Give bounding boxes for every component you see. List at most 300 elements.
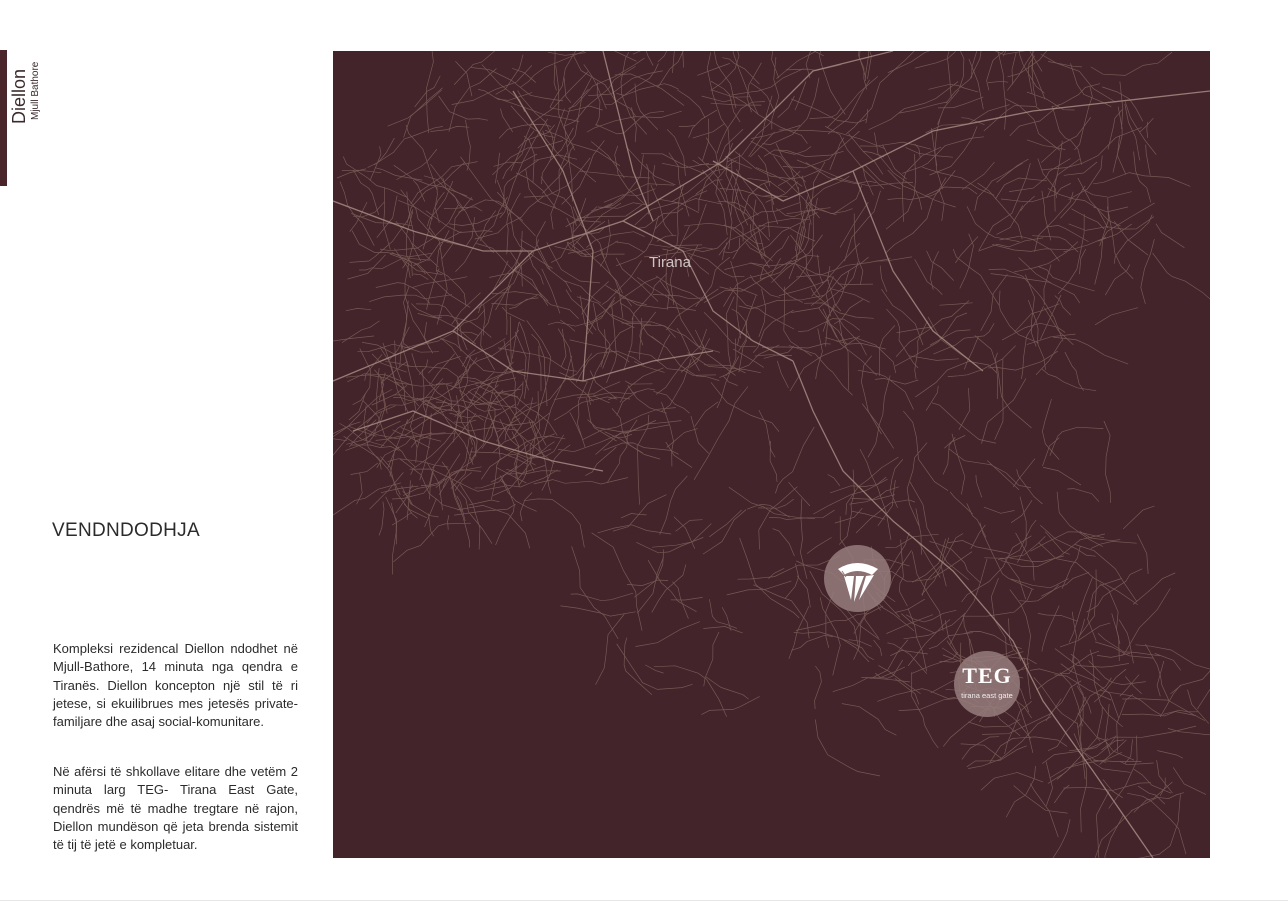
street-segment	[1042, 369, 1096, 391]
street-segment	[1134, 152, 1151, 203]
street-segment	[430, 228, 448, 325]
street-segment	[521, 240, 571, 292]
street-segment	[570, 412, 582, 438]
street-segment	[448, 516, 449, 530]
street-segment	[572, 546, 618, 638]
street-segment	[915, 52, 955, 69]
street-segment	[564, 281, 601, 303]
street-segment	[1117, 695, 1133, 752]
street-segment	[819, 51, 845, 114]
street-segment	[854, 214, 863, 285]
street-segment	[845, 608, 879, 639]
street-segment	[695, 402, 718, 426]
street-segment	[696, 257, 730, 306]
street-segment	[429, 357, 461, 373]
street-segment	[772, 57, 779, 129]
street-segment	[747, 63, 761, 112]
street-segment	[882, 289, 923, 345]
teg-logo-subtitle: tirana east gate	[961, 691, 1013, 700]
street-segment	[912, 673, 938, 748]
street-segment	[333, 422, 360, 435]
street-segment	[657, 235, 676, 241]
street-segment	[652, 565, 686, 613]
street-segment	[512, 322, 519, 358]
street-segment	[626, 147, 675, 185]
street-segment	[967, 207, 1019, 242]
street-segment	[1046, 762, 1052, 806]
street-segment	[995, 359, 1003, 439]
street-segment	[620, 368, 663, 402]
street-segment	[377, 196, 397, 238]
street-segment	[1158, 751, 1183, 759]
street-segment	[490, 240, 539, 278]
street-segment	[725, 156, 751, 168]
street-segment	[424, 322, 429, 348]
street-segment	[946, 51, 984, 103]
street-segment	[866, 109, 868, 123]
street-segment	[725, 263, 803, 302]
street-segment	[615, 242, 644, 252]
street-segment	[886, 178, 946, 253]
street-segment	[573, 54, 636, 116]
street-segment	[1008, 51, 1053, 77]
street-segment	[923, 167, 994, 195]
street-segment	[789, 482, 810, 505]
street-segment	[1125, 677, 1141, 694]
street-segment	[1028, 300, 1045, 369]
street-segment	[862, 404, 893, 448]
street-segment	[506, 287, 510, 335]
street-segment	[1117, 136, 1125, 175]
street-segment	[989, 269, 1063, 341]
street-segment	[346, 375, 403, 388]
street-segment	[514, 270, 547, 306]
street-segment	[976, 475, 982, 497]
street-segment	[1093, 173, 1190, 187]
street-segment	[997, 206, 1023, 235]
street-segment	[415, 76, 440, 107]
street-segment	[1136, 645, 1210, 680]
street-segment	[751, 141, 798, 189]
city-label-tirana: Tirana	[649, 254, 691, 271]
street-segment	[1069, 156, 1102, 200]
street-segment	[632, 108, 637, 142]
street-segment	[1046, 225, 1088, 241]
street-segment	[1104, 421, 1111, 502]
street-segment	[1021, 196, 1035, 211]
street-segment	[495, 153, 499, 183]
street-segment	[895, 679, 919, 705]
street-segment	[764, 346, 794, 358]
street-segment	[962, 737, 999, 760]
street-segment	[783, 198, 817, 291]
street-segment	[1146, 145, 1151, 175]
street-segment	[456, 62, 472, 97]
street-segment	[797, 576, 810, 607]
street-segment	[587, 232, 645, 248]
street-segment	[393, 430, 430, 448]
street-segment	[750, 224, 762, 259]
location-map[interactable]	[333, 51, 1210, 858]
street-segment	[916, 361, 997, 396]
street-segment	[704, 627, 743, 633]
street-segment	[634, 362, 664, 373]
street-segment	[1014, 242, 1078, 272]
street-segment	[952, 434, 965, 494]
teg-logo-text: TEG	[962, 663, 1012, 688]
teg-location-marker[interactable]	[954, 651, 1020, 717]
street-segment	[789, 346, 852, 395]
street-segment	[667, 51, 675, 73]
street-segment	[856, 500, 914, 533]
street-segment	[380, 205, 458, 250]
street-segment	[492, 296, 537, 306]
street-segment	[679, 126, 695, 127]
street-segment	[933, 552, 972, 578]
street-segment	[466, 120, 471, 170]
street-segment	[838, 284, 873, 285]
street-segment	[1134, 782, 1172, 812]
street-segment	[525, 434, 554, 454]
street-segment	[450, 413, 517, 425]
street-segment	[1038, 613, 1078, 621]
street-segment	[1140, 118, 1154, 132]
street-segment	[1198, 664, 1211, 709]
street-segment	[1035, 192, 1074, 252]
street-segment	[1130, 795, 1180, 858]
street-segment	[641, 154, 704, 174]
street-segment	[1080, 531, 1120, 540]
street-segment	[348, 255, 386, 279]
street-segment	[871, 640, 908, 679]
street-segment	[710, 600, 737, 629]
street-segment	[984, 507, 1014, 513]
street-segment	[1080, 678, 1111, 713]
street-segment	[365, 355, 382, 381]
street-segment	[727, 581, 791, 595]
street-segment	[815, 720, 879, 776]
street-segment	[353, 349, 371, 405]
street-segment	[995, 353, 997, 399]
street-segment	[916, 509, 922, 555]
street-segment	[1065, 352, 1084, 390]
street-segment	[1141, 239, 1155, 303]
street-segment	[997, 159, 1029, 182]
street-segment	[605, 432, 660, 459]
street-segment	[509, 298, 538, 309]
street-segment	[702, 697, 760, 715]
street-segment	[849, 134, 883, 174]
diellon-location-marker[interactable]	[824, 545, 891, 612]
street-segment	[912, 652, 958, 673]
street-segment	[1100, 584, 1120, 644]
street-segment	[806, 176, 849, 208]
street-segment	[815, 666, 822, 709]
street-segment	[831, 289, 870, 302]
street-segment	[402, 486, 439, 517]
street-segment	[982, 379, 1026, 444]
street-segment	[484, 305, 486, 335]
street-segment	[471, 68, 563, 101]
street-segment	[1036, 341, 1061, 375]
street-segment	[943, 437, 955, 474]
street-segment	[426, 211, 492, 233]
brand-vertical	[8, 50, 44, 130]
street-segment	[457, 496, 465, 521]
street-segment	[922, 534, 963, 595]
street-segment	[587, 398, 617, 441]
street-segment	[1137, 535, 1148, 574]
street-segment	[343, 157, 406, 197]
street-segment	[810, 109, 841, 119]
street-segment	[930, 252, 938, 290]
street-segment	[990, 737, 1067, 763]
street-segment	[691, 416, 709, 453]
street-segment	[703, 510, 746, 554]
street-segment	[795, 82, 806, 110]
street-segment	[648, 560, 696, 611]
street-segment	[492, 292, 578, 319]
street-segment	[1045, 532, 1069, 555]
street-segment	[835, 508, 862, 523]
street-segment	[886, 154, 916, 229]
street-segment	[915, 321, 928, 379]
street-segment	[830, 477, 886, 493]
street-segment	[677, 328, 699, 370]
street-segment	[596, 83, 600, 126]
street-segment	[617, 392, 637, 415]
street-segment	[842, 704, 896, 736]
street-segment	[469, 500, 499, 505]
street-segment	[777, 361, 788, 388]
street-segment	[998, 537, 1045, 560]
street-segment	[1042, 606, 1059, 651]
street-segment	[896, 301, 969, 357]
street-segment	[333, 336, 374, 343]
street-segment	[1082, 189, 1131, 197]
street-segment	[804, 303, 873, 318]
street-segment	[435, 187, 439, 223]
street-segment	[818, 255, 824, 283]
street-segment	[577, 241, 623, 293]
street-segment	[554, 397, 617, 420]
street-segment	[896, 599, 925, 612]
street-segment	[666, 442, 692, 467]
street-segment	[1128, 793, 1186, 854]
street-segment	[667, 289, 719, 330]
street-segment	[876, 660, 903, 678]
street-segment	[379, 502, 384, 535]
street-segment	[493, 141, 563, 175]
street-segment	[907, 610, 957, 622]
street-segment	[698, 64, 730, 76]
street-segment	[637, 415, 649, 504]
street-segment	[739, 295, 756, 351]
street-segment	[783, 131, 859, 168]
street-segment	[833, 678, 910, 692]
street-segment	[394, 523, 471, 561]
street-segment	[1105, 816, 1123, 858]
street-segment	[484, 390, 503, 441]
street-segment	[1120, 675, 1139, 696]
street-segment	[702, 96, 732, 102]
street-segment	[388, 459, 448, 467]
street-segment	[910, 482, 968, 579]
street-segment	[860, 449, 891, 539]
street-segment	[689, 255, 709, 274]
street-segment	[516, 173, 556, 209]
street-segment	[425, 499, 437, 527]
street-segment	[791, 99, 866, 123]
street-segment	[827, 77, 877, 128]
street-segment	[687, 253, 744, 277]
street-segment	[592, 533, 642, 631]
street-segment	[776, 427, 815, 493]
street-segment	[495, 98, 579, 122]
street-segment	[1100, 690, 1160, 714]
street-segment	[428, 514, 433, 536]
street-segment	[1039, 543, 1138, 605]
street-segment	[1157, 661, 1164, 696]
street-segment	[962, 162, 994, 189]
street-segment	[570, 340, 629, 362]
street-segment	[726, 297, 734, 370]
street-segment	[556, 66, 575, 151]
section-title: VENDNDODHJA	[52, 520, 200, 541]
street-segment	[887, 615, 933, 634]
street-segment	[967, 746, 1026, 767]
street-segment	[1055, 296, 1071, 315]
street-segment	[390, 254, 470, 307]
street-segment	[834, 186, 862, 214]
page-bottom-divider	[0, 900, 1288, 901]
street-segment	[351, 463, 378, 474]
street-segment	[565, 67, 636, 126]
street-segment	[1055, 141, 1063, 211]
paragraph-location: Në afërsi të shkollave elitare dhe vetëm 2 minuta larg TEG- Tirana East Gate, qendrës më të madhe tregtare në rajon, Diellon mundëson që jeta brenda sistemit të tij të jetë e kompletuar.	[53, 764, 298, 853]
street-segment	[975, 163, 1023, 211]
street-segment	[961, 744, 1001, 758]
street-segment	[890, 460, 903, 508]
street-segment	[656, 199, 698, 213]
street-segment	[461, 157, 523, 220]
street-segment	[1055, 675, 1111, 700]
street-segment	[562, 141, 605, 205]
street-segment	[988, 81, 1008, 82]
street-segment	[488, 389, 500, 445]
street-segment	[940, 303, 973, 305]
street-segment	[676, 520, 703, 531]
street-segment	[423, 193, 444, 250]
street-segment	[400, 301, 409, 367]
street-segment	[902, 614, 935, 633]
street-segment	[657, 335, 670, 362]
street-segment	[456, 211, 496, 272]
street-segment	[592, 155, 644, 211]
street-segment	[861, 356, 881, 434]
street-segment	[981, 773, 1043, 791]
street-segment	[689, 110, 717, 137]
paragraph-intro: Kompleksi rezidencal Diellon ndodhet në Mjull-Bathore, 14 minuta nga qendra e Tiranës. Diellon koncepton një stil të ri jetese, si ekuilibrues mes jetesës private-familjare dhe asaj social-komunitare.	[53, 641, 298, 730]
street-segment	[731, 261, 741, 338]
street-segment	[452, 66, 532, 105]
street-segment	[1096, 791, 1109, 858]
street-segment	[621, 514, 646, 518]
map-streets	[333, 51, 1210, 858]
street-segment	[1133, 573, 1175, 604]
street-segment	[346, 308, 371, 310]
street-segment	[915, 260, 942, 295]
street-segment	[342, 170, 381, 173]
street-segment	[732, 309, 751, 340]
street-segment	[635, 550, 664, 597]
street-segment	[949, 51, 964, 87]
street-segment	[524, 499, 584, 547]
street-segment	[800, 499, 807, 579]
street-segment	[606, 285, 632, 306]
street-segment	[582, 408, 675, 440]
street-segment	[776, 143, 806, 182]
street-segment	[1125, 104, 1140, 160]
street-segment	[624, 318, 633, 371]
street-segment	[1041, 295, 1062, 339]
street-segment	[362, 342, 396, 355]
street-segment	[1153, 253, 1210, 302]
street-segment	[566, 290, 596, 330]
street-segment	[637, 208, 683, 228]
street-segment	[964, 336, 978, 369]
street-segment	[605, 64, 658, 105]
street-segment	[980, 523, 1033, 590]
street-segment	[1125, 740, 1133, 764]
street-segment	[834, 300, 863, 324]
street-segment	[823, 309, 847, 345]
street-segment	[384, 188, 391, 250]
street-segment	[1013, 459, 1034, 487]
street-segment	[992, 51, 1026, 55]
street-segment	[706, 138, 719, 174]
street-segment	[826, 322, 836, 338]
street-segment	[760, 236, 789, 279]
street-segment	[706, 677, 748, 699]
street-segment	[1079, 570, 1096, 637]
brand-name: Diellon	[9, 68, 29, 124]
street-segment	[656, 276, 702, 301]
street-segment	[779, 280, 829, 296]
street-segment	[660, 281, 701, 350]
street-segment	[459, 200, 508, 212]
street-segment	[1005, 559, 1026, 599]
street-segment	[1047, 159, 1080, 198]
street-segment	[932, 403, 995, 443]
street-segment	[1030, 784, 1058, 837]
street-segment	[1156, 224, 1184, 248]
street-segment	[607, 307, 617, 383]
street-segment	[625, 51, 653, 65]
street-segment	[1042, 191, 1051, 240]
street-segment	[839, 470, 854, 545]
street-segment	[792, 635, 833, 650]
street-segment	[950, 492, 972, 514]
street-segment	[1069, 726, 1196, 751]
street-segment	[1067, 810, 1133, 858]
street-segment	[478, 90, 532, 101]
street-segment	[1042, 399, 1059, 459]
street-segment	[797, 160, 913, 186]
street-segment	[437, 270, 466, 306]
street-segment	[519, 322, 529, 398]
street-segment	[340, 182, 374, 246]
